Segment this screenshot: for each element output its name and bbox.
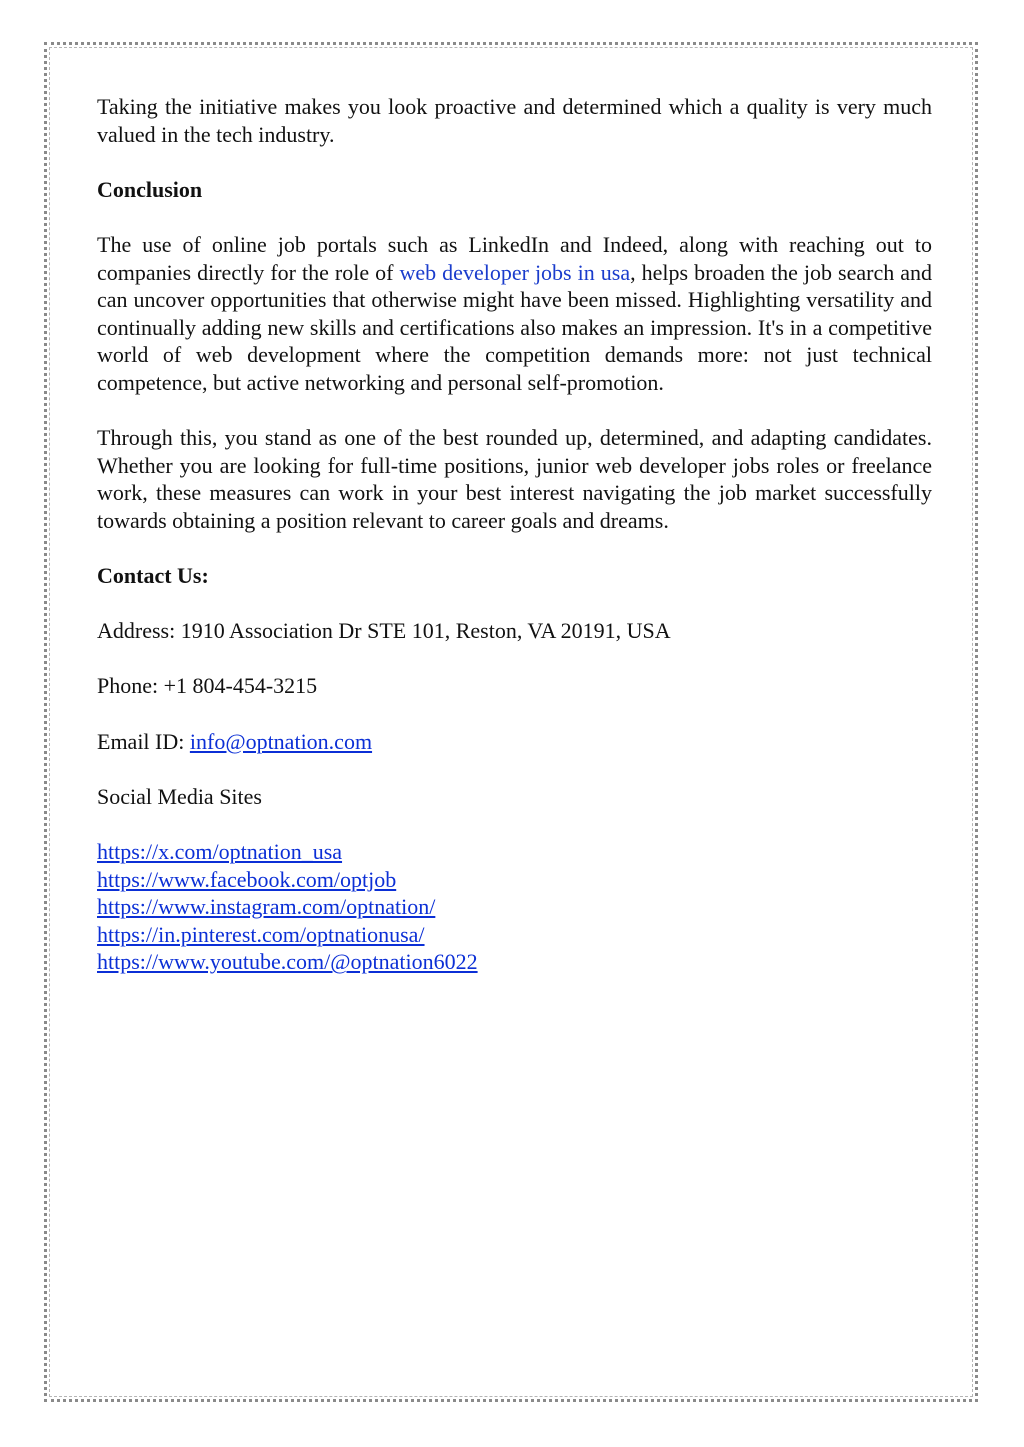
conclusion-p1-text-after: , helps broaden the job search and can uncover opportunities that otherwise might have been missed. Highlighting versatility and continually adding new skills and certifications also makes an impression. It's in a competitive world of web development where the competition demands more: not just technical competence, but active networking and personal self-promotion. [97,259,932,395]
social-link-facebook[interactable]: https://www.facebook.com/optjob [97,866,397,892]
document-body [97,93,932,976]
social-media-heading: Social Media Sites [97,783,262,809]
social-link-pinterest[interactable]: https://in.pinterest.com/optnationusa/ [97,921,425,947]
conclusion-heading: Conclusion [97,176,203,202]
contact-heading: Contact Us: [97,563,209,589]
contact-email [97,728,932,756]
web-developer-jobs-link[interactable]: web developer jobs in usa [399,259,631,285]
social-link-instagram[interactable]: https://www.instagram.com/optnation/ [97,894,436,920]
conclusion-p1-text-before: The use of online job portals such as LinkedIn and Indeed, along with reaching out to companies directly for the role of [97,231,932,285]
conclusion-paragraph-2: Through this, you stand as one of the best rounded up, determined, and adapting candidates. Whether you are looking for full-time positions, junior web developer jobs roles or freelance work, these measures can work in your best interest navigating the job market successfully towards obtaining a position relevant to career goals and dreams. [97,425,932,533]
email-label: Email ID: [97,728,190,754]
email-link[interactable]: info@optnation.com [189,728,373,754]
contact-address: Address: 1910 Association Dr STE 101, Reston, VA 20191, USA [97,618,671,644]
social-link-x[interactable]: https://x.com/optnation_usa [97,839,343,865]
social-links-list [97,838,932,976]
intro-paragraph: Taking the initiative makes you look proactive and determined which a quality is very much valued in the tech industry. [97,94,932,147]
social-link-youtube[interactable]: https://www.youtube.com/@optnation6022 [97,949,478,975]
contact-phone: Phone: +1 804-454-3215 [97,673,318,699]
conclusion-paragraph-1 [97,231,932,397]
